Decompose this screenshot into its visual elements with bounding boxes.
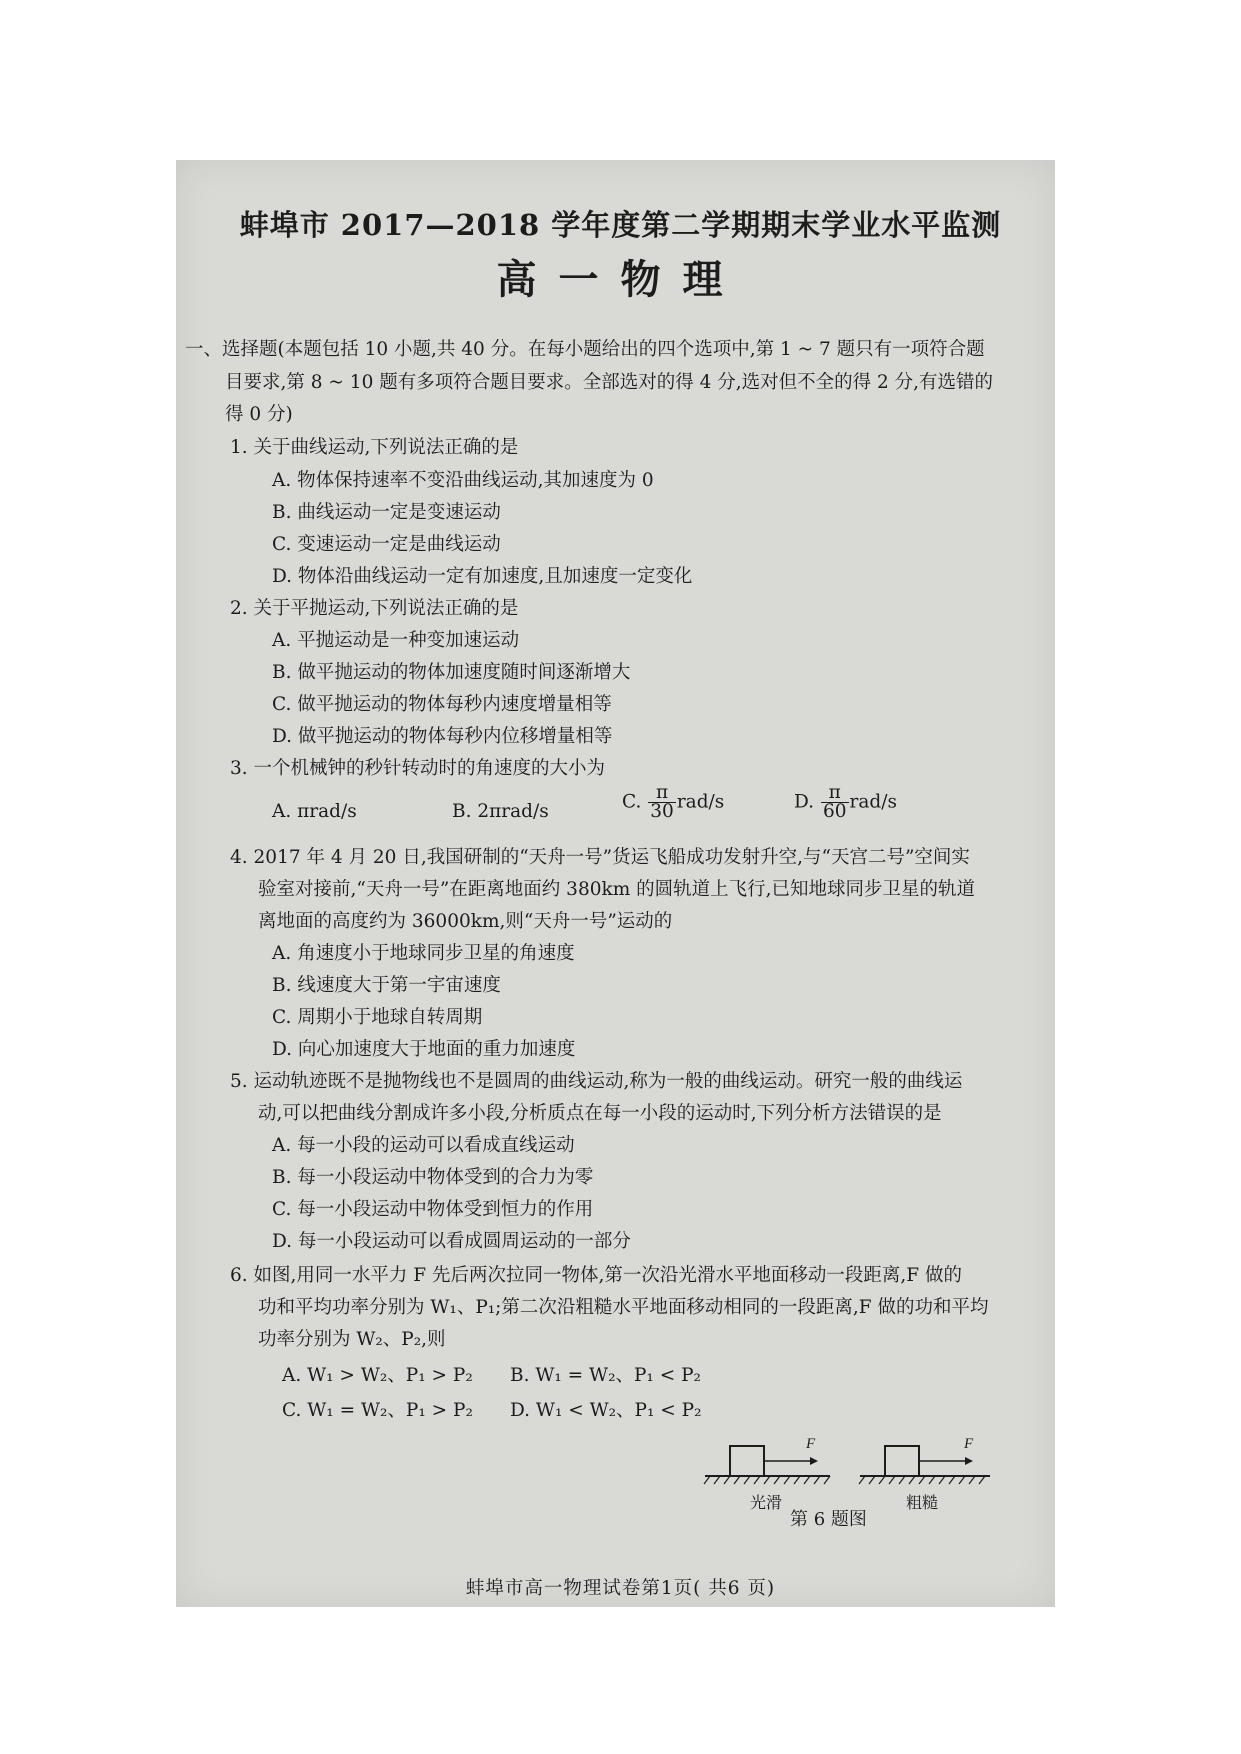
question-3-option-d (794, 784, 897, 821)
question-5-option-d: D. 每一小段运动可以看成圆周运动的一部分 (272, 1231, 631, 1252)
fraction-numerator: π (648, 784, 676, 803)
question-3-option-b: B. 2πrad/s (452, 801, 549, 822)
question-3-stem: 3. 一个机械钟的秒针转动时的角速度的大小为 (230, 758, 606, 779)
rough-surface-diagram (859, 1436, 990, 1512)
question-6-option-d: D. W₁ < W₂、P₁ < P₂ (510, 1400, 702, 1421)
question-5-option-c: C. 每一小段运动中物体受到恒力的作用 (272, 1199, 594, 1220)
question-3-option-c-unit: rad/s (676, 791, 725, 813)
question-5-option-b: B. 每一小段运动中物体受到的合力为零 (272, 1167, 594, 1188)
question-3-option-c (622, 784, 724, 821)
fraction-denominator: 60 (822, 801, 847, 822)
question-2-option-b: B. 做平抛运动的物体加速度随时间逐渐增大 (272, 662, 631, 683)
smooth-surface-diagram (704, 1436, 830, 1512)
block-smooth (730, 1446, 764, 1476)
question-3-option-d-unit: rad/s (849, 791, 897, 813)
section-instructions-line3: 得 0 分) (225, 404, 293, 425)
question-6-option-a: A. W₁ > W₂、P₁ > P₂ (282, 1365, 473, 1386)
question-2-option-c: C. 做平抛运动的物体每秒内速度增量相等 (272, 694, 612, 715)
question-6-option-b: B. W₁ = W₂、P₁ < P₂ (510, 1365, 701, 1386)
question-4-option-c: C. 周期小于地球自转周期 (272, 1007, 483, 1028)
question-1-option-d: D. 物体沿曲线运动一定有加速度,且加速度一定变化 (272, 566, 693, 587)
question-4-stem-line3: 离地面的高度约为 36000km,则“天舟一号”运动的 (258, 911, 673, 932)
question-4-stem-line2: 验室对接前,“天舟一号”在距离地面约 380km 的圆轨道上飞行,已知地球同步卫星的轨道 (258, 879, 976, 900)
question-2-option-a: A. 平抛运动是一种变加速运动 (272, 630, 520, 651)
section-instructions-line2: 目要求,第 8 ~ 10 题有多项符合题目要求。全部选对的得 4 分,选对但不全的得 2 分,有选错的 (225, 372, 994, 393)
ground-hatching-rough (859, 1476, 985, 1484)
question-5-option-a: A. 每一小段的运动可以看成直线运动 (272, 1135, 575, 1156)
question-3-option-a: A. πrad/s (272, 801, 357, 822)
question-6-stem-line1: 6. 如图,用同一水平力 F 先后两次拉同一物体,第一次沿光滑水平地面移动一段距离,F 做的 (230, 1265, 962, 1286)
question-3-option-d-label: D. (794, 791, 815, 813)
question-1-option-a: A. 物体保持速率不变沿曲线运动,其加速度为 0 (272, 470, 654, 491)
question-1-option-c: C. 变速运动一定是曲线运动 (272, 534, 501, 555)
force-arrowhead-smooth (810, 1457, 818, 1465)
question-4-option-d: D. 向心加速度大于地面的重力加速度 (272, 1039, 576, 1060)
question-6-option-c: C. W₁ = W₂、P₁ > P₂ (282, 1400, 473, 1421)
fraction-denominator: 30 (650, 801, 674, 822)
question-6-stem-line2: 功和平均功率分别为 W₁、P₁;第二次沿粗糙水平地面移动相同的一段距离,F 做的功和平均 (258, 1297, 989, 1318)
page-footer: 蚌埠市高一物理试卷第1页( 共6 页) (465, 1578, 776, 1599)
subject-title: 高一物理 (496, 256, 745, 303)
block-rough (885, 1446, 919, 1476)
question-5-stem-line2: 动,可以把曲线分割成许多小段,分析质点在每一小段的运动时,下列分析方法错误的是 (258, 1103, 942, 1124)
question-1-option-b: B. 曲线运动一定是变速运动 (272, 502, 501, 523)
figure-caption: 第 6 题图 (790, 1509, 867, 1530)
force-arrowhead-rough (965, 1457, 973, 1465)
question-3-option-c-fraction (648, 784, 676, 821)
question-3-option-d-fraction (821, 784, 849, 821)
label-rough: 粗糙 (906, 1495, 939, 1512)
question-4-stem-line1: 4. 2017 年 4 月 20 日,我国研制的“天舟一号”货运飞船成功发射升空,与“天宫二号”空间实 (230, 847, 970, 868)
force-label-rough: F (964, 1436, 974, 1452)
question-5-stem-line1: 5. 运动轨迹既不是抛物线也不是圆周的曲线运动,称为一般的曲线运动。研究一般的曲线运 (230, 1071, 963, 1092)
label-smooth: 光滑 (750, 1495, 783, 1512)
question-2-option-d: D. 做平抛运动的物体每秒内位移增量相等 (272, 726, 613, 747)
question-1-stem: 1. 关于曲线运动,下列说法正确的是 (230, 437, 519, 458)
question-6-stem-line3: 功率分别为 W₂、P₂,则 (258, 1329, 446, 1350)
fraction-numerator: π (821, 784, 849, 803)
question-4-option-b: B. 线速度大于第一宇宙速度 (272, 975, 501, 996)
question-4-option-a: A. 角速度小于地球同步卫星的角速度 (272, 943, 575, 964)
section-instructions-line1: 一、选择题(本题包括 10 小题,共 40 分。在每小题给出的四个选项中,第 1 ~ 7 题只有一项符合题 (185, 339, 985, 360)
ground-hatching-smooth (704, 1476, 830, 1484)
force-label-smooth: F (806, 1436, 816, 1452)
question-2-stem: 2. 关于平抛运动,下列说法正确的是 (230, 598, 519, 619)
exam-title: 蚌埠市 2017—2018 学年度第二学期期末学业水平监测 (239, 208, 1002, 242)
question-3-option-c-label: C. (622, 791, 642, 813)
